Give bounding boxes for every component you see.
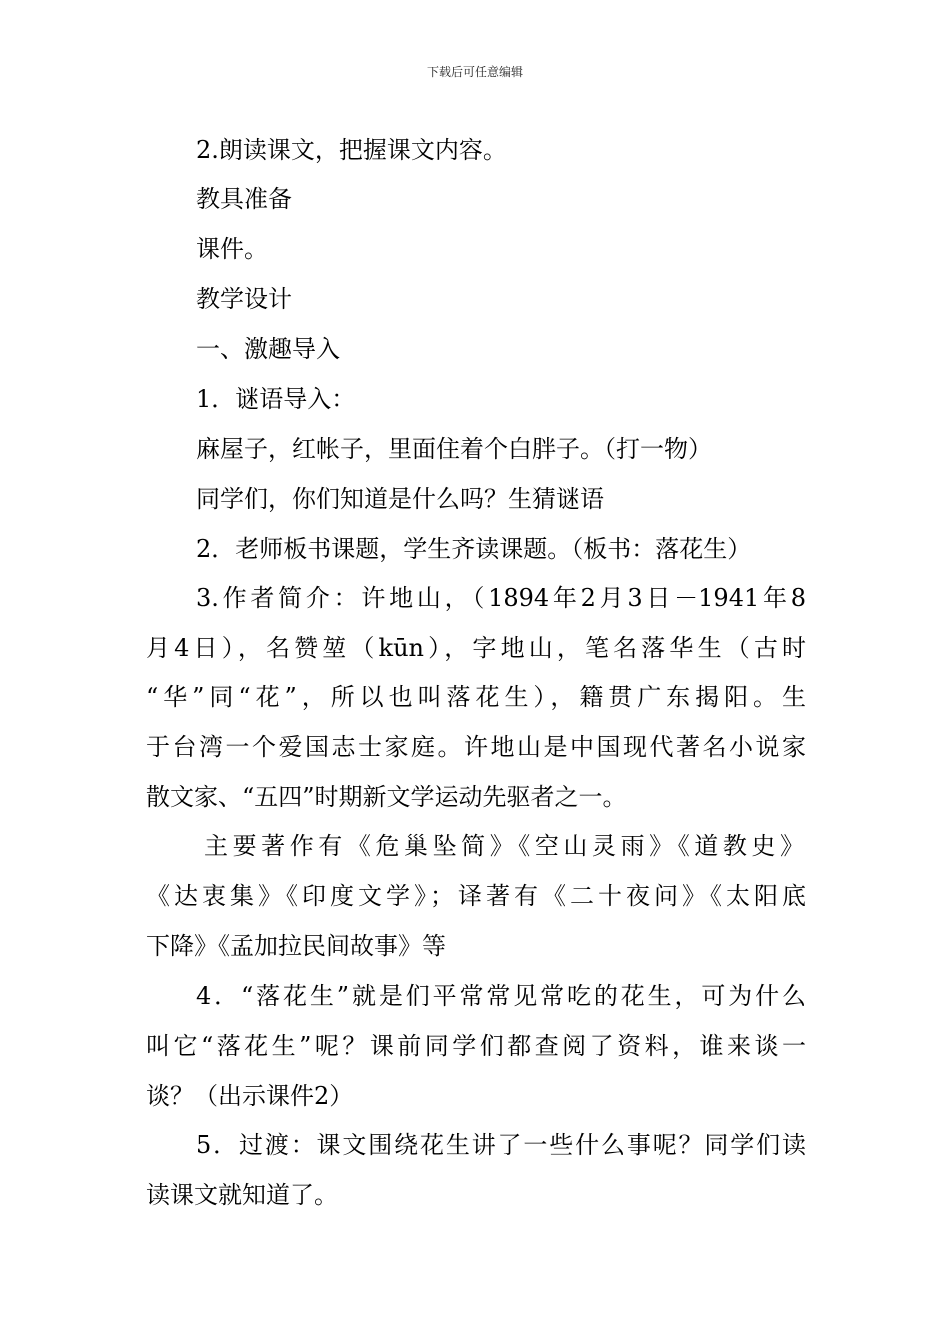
paragraph-line: 月4日），名赞堃（kūn），字地山，笔名落华生（古时: [146, 634, 806, 662]
paragraph-line: 下降》《孟加拉民间故事》等: [146, 932, 446, 960]
paragraph-line: 主要著作有《危巢坠简》《空山灵雨》《道教史》: [204, 832, 804, 860]
paragraph-line: 1．谜语导入：: [196, 385, 356, 413]
paragraph-line: 5．过渡：课文围绕花生讲了一些什么事呢？同学们读: [196, 1131, 806, 1159]
section-heading: 教学设计: [196, 285, 292, 313]
paragraph-line: 麻屋子，红帐子，里面住着个白胖子。（打一物）: [196, 435, 712, 463]
section-heading: 一、激趣导入: [196, 335, 340, 363]
page-header: 下载后可任意编辑: [426, 65, 523, 79]
paragraph-line: 谈？（出示课件2）: [146, 1082, 354, 1110]
paragraph-line: 读课文就知道了。: [146, 1181, 338, 1209]
paragraph-line: 2.朗读课文，把握课文内容。: [196, 136, 507, 164]
paragraph-line: 同学们，你们知道是什么吗？生猜谜语: [196, 485, 604, 513]
section-heading: 教具准备: [196, 185, 292, 213]
paragraph-line: 于台湾一个爱国志士家庭。许地山是中国现代著名小说家: [146, 733, 806, 761]
paragraph-line: 4．“落花生”就是们平常常见常吃的花生，可为什么: [196, 982, 806, 1010]
paragraph-line: 散文家、“五四”时期新文学运动先驱者之一。: [146, 783, 627, 811]
paragraph-line: “华”同“花”，所以也叫落花生），籍贯广东揭阳。生: [146, 683, 806, 711]
paragraph-line: 2．老师板书课题，学生齐读课题。（板书：落花生）: [196, 535, 752, 563]
paragraph-line: 叫它“落花生”呢？课前同学们都查阅了资料，谁来谈一: [146, 1032, 806, 1060]
paragraph-line: 《达衷集》《印度文学》；译著有《二十夜问》《太阳底: [146, 882, 806, 910]
paragraph-line: 3.作者简介：许地山，（1894年2月3日－1941年8: [196, 584, 806, 612]
paragraph-line: 课件。: [196, 235, 268, 263]
